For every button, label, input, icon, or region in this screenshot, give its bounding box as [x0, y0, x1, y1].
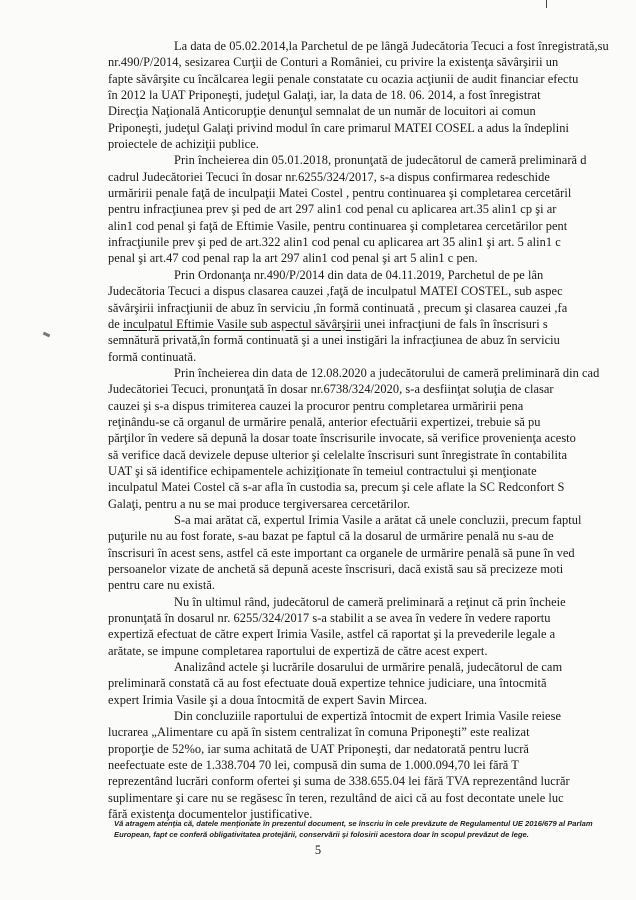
text-line — [108, 332, 636, 348]
page-number: 5 — [314, 843, 322, 857]
page-edge-mark — [546, 0, 547, 8]
text-line — [108, 659, 636, 675]
text-line — [108, 757, 636, 773]
text-segment: Prin încheierea din 05.01.2018, pronunţată de judecătorul de cameră preliminară d — [174, 153, 587, 168]
text-segment: lucrarea „Alimentare cu apă în sistem centralizat în comuna Priponeşti” este realizat — [108, 725, 530, 740]
text-segment: inculpatul Matei Costel că s-ar afla în custodia sa, precum şi cele aflate la SC Redconfort S — [108, 480, 565, 495]
text-segment: părţilor în vedere să depună la dosar toate înscrisurile invocate, să verifice provenienţa acesto — [108, 431, 576, 446]
text-line — [108, 512, 636, 528]
text-line — [108, 414, 636, 430]
text-segment: pronunţată în dosarul nr. 6255/324/2017 s-a stabilit a se avea în vedere în vedere raportu — [108, 611, 551, 626]
text-line — [108, 463, 636, 479]
text-segment: expert Irimia Vasile şi a doua întocmită de expert Savin Mircea. — [108, 692, 428, 707]
text-line — [108, 316, 636, 332]
text-line — [108, 250, 636, 266]
text-line — [108, 643, 636, 659]
text-segment: înscrisuri în acest sens, astfel că este important ca organele de urmărire penală să pune în ved — [108, 545, 575, 560]
text-line — [108, 71, 636, 87]
text-line — [108, 430, 636, 446]
text-line — [108, 365, 636, 381]
text-line — [108, 790, 636, 806]
body-text — [108, 38, 636, 823]
text-segment: de — [108, 316, 123, 331]
text-line — [108, 201, 636, 217]
text-segment: Analizând actele şi lucrările dosarului de urmărire penală, judecătorul de cam — [174, 660, 563, 675]
margin-mark — [43, 332, 51, 338]
text-line — [108, 496, 636, 512]
text-segment: semnătură privată,în formă continuată şi a unei instigări la infracţiunea de abuz în serviciu — [108, 333, 560, 348]
text-segment: neefectuate este de 1.338.704 70 lei, compusă din suma de 1.000.094,70 lei fără T — [108, 758, 519, 773]
text-segment: săvârşirii infracţiunii de abuz în serviciu ,în formă continuată , precum şi clasarea cauzei ,fa — [108, 300, 568, 315]
underlined-text: inculpatul Eftimie Vasile sub aspectul săvârşirii — [122, 316, 361, 331]
text-segment: Nu în ultimul rând, judecătorul de cameră preliminară a reţinut că prin încheie — [174, 594, 566, 609]
text-segment: Prin Ordonanţa nr.490/P/2014 din data de 04.11.2019, Parchetul de pe lân — [174, 267, 544, 282]
text-segment: nr.490/P/2014, sesizarea Curţii de Conturi a României, cu privire la existenţa săvârşirii un — [108, 55, 559, 70]
text-segment: urmăririi penale faţă de inculpaţii Matei Costel , pentru continuarea şi completarea cercetăril — [108, 186, 572, 201]
text-segment: fapte săvârşite cu încălcarea legii penale constatate cu ocazia acţiunii de audit financiar efectu — [108, 71, 579, 86]
text-line — [108, 741, 636, 757]
text-line — [108, 545, 636, 561]
gdpr-notice — [114, 818, 636, 840]
text-line — [108, 561, 636, 577]
text-segment: Prin încheierea din data de 12.08.2020 a judecătorului de cameră preliminară din cad — [174, 365, 600, 380]
text-segment: formă continuată. — [108, 349, 197, 364]
gdpr-notice-line-2: European, fapt ce conferă obligativitatea protejării, conservării şi folosirii acestora doar în scopul prevăzut de lege. — [114, 830, 529, 839]
text-line — [108, 724, 636, 740]
text-segment: Galaţi, pentru a nu se mai produce tergiversarea cercetărilor. — [108, 496, 411, 511]
text-segment: puţurile nu au fost forate, s-au bazat pe faptul că la dosarul de urmărire penală nu s-au de — [108, 529, 554, 544]
text-line — [108, 267, 636, 283]
text-segment: Direcţia Naţională Anticorupţie denunţul semnalat de un număr de locuitori ai comun — [108, 104, 536, 119]
text-segment: alin1 cod penal şi faţă de Eftimie Vasile, pentru continuarea şi completarea cercetărilor pent — [108, 218, 568, 233]
text-line — [108, 283, 636, 299]
text-line — [108, 54, 636, 70]
text-line — [108, 594, 636, 610]
text-line — [108, 398, 636, 414]
text-segment: Din concluziile raportului de expertiză întocmit de expert Irimia Vasile reiese — [174, 709, 561, 724]
text-line — [108, 234, 636, 250]
text-line — [108, 218, 636, 234]
text-line — [108, 136, 636, 152]
text-segment: suplimentare şi care nu se regăsesc în teren, rezultând de aici că au fost decontate unele luc — [108, 790, 564, 805]
text-segment: arătate, se impune completarea raportului de expertiză de către acest expert. — [108, 643, 488, 658]
text-segment: reprezentând lucrări conform ofertei şi suma de 338.655.04 lei fără TVA reprezentând lucrăr — [108, 774, 570, 789]
text-segment: să verifice dacă devizele depuse ulterior şi celelalte înscrisuri sunt înregistrate în contabilita — [108, 447, 568, 462]
text-line — [108, 38, 636, 54]
text-line — [108, 577, 636, 593]
text-segment: Priponeşti, judeţul Galaţi privind modul în care primarul MATEI COSEL a adus la îndeplini — [108, 120, 569, 135]
text-line — [108, 185, 636, 201]
text-line — [108, 87, 636, 103]
text-line — [108, 708, 636, 724]
text-segment: S-a mai arătat că, expertul Irimia Vasile a arătat că unele concluzii, precum faptul — [174, 512, 582, 527]
text-line — [108, 300, 636, 316]
text-segment: cadrul Judecătoriei Tecuci în dosar nr.6255/324/2017, s-a dispus confirmarea redeschide — [108, 169, 550, 184]
text-line — [108, 152, 636, 168]
text-segment: proiectele de achiziţii publice. — [108, 137, 259, 152]
text-line — [108, 381, 636, 397]
text-segment: expertiză efectuat de către expert Irimia Vasile, astfel că raportat şi la prevederile legale a — [108, 627, 556, 642]
text-line — [108, 479, 636, 495]
gdpr-notice-line-1: Vă atragem atenţia că, datele menţionate în prezentul document, se înscriu în cele prevăzute de Regulamentul UE 2016/679 al Parlam — [114, 819, 593, 828]
text-segment: reţinându-se că organul de urmărire penală, anterior efectuării expertizei, trebuie să pu — [108, 414, 541, 429]
text-line — [108, 169, 636, 185]
text-segment: preliminară constată că au fost efectuate două expertize tehnice judiciare, una întocmită — [108, 676, 547, 691]
text-segment: fără existenţa documentelor justificative. — [108, 807, 313, 822]
text-segment: proporţie de 52%o, iar suma achitată de UAT Priponeşti, dar nedatorată pentru lucră — [108, 741, 529, 756]
text-line — [108, 447, 636, 463]
text-line — [108, 675, 636, 691]
text-line — [108, 773, 636, 789]
text-segment: unei infracţiuni de fals în înscrisuri s — [360, 316, 548, 331]
text-segment: La data de 05.02.2014,la Parchetul de pe lângă Judecătoria Tecuci a fost înregistrată,su — [174, 39, 609, 53]
text-line — [108, 103, 636, 119]
text-line — [108, 692, 636, 708]
text-segment: Judecătoriei Tecuci, pronunţată în dosar nr.6738/324/2020, s-a desfiinţat soluţia de clasar — [108, 382, 554, 397]
text-line — [108, 120, 636, 136]
text-line — [108, 528, 636, 544]
text-segment: pentru infracţiunea prev şi ped de art 297 alin1 cod penal cu aplicarea art.35 alin1 cp şi ar — [108, 202, 557, 217]
text-line — [108, 610, 636, 626]
text-segment: în 2012 la UAT Priponeşti, judeţul Galaţi, iar, la data de 18. 06. 2014, a fost înregistrat — [108, 88, 541, 103]
text-segment: persoanelor vizate de anchetă să depună aceste înscrisuri, dacă există sau să precizeze moti — [108, 562, 564, 576]
text-segment: pentru care nu există. — [108, 578, 216, 593]
text-segment: UAT şi să identifice echipamentele achiziţionate în temeiul contractului şi menţionate — [108, 463, 537, 478]
text-segment: infracţiunile prev şi ped de art.322 alin1 cod penal cu aplicarea art 35 alin1 şi art. 5 alin1 c — [108, 235, 561, 250]
text-segment: penal şi art.47 cod penal rap la art 297 alin1 cod penal şi art 5 alin1 c pen. — [108, 251, 478, 266]
text-segment: Judecătoria Tecuci a dispus clasarea cauzei ,faţă de inculpatul MATEI COSTEL, sub aspec — [108, 284, 563, 299]
text-segment: cauzei şi s-a dispus trimiterea cauzei la procuror pentru completarea urmăririi pena — [108, 398, 524, 413]
text-line — [108, 349, 636, 365]
text-line — [108, 626, 636, 642]
